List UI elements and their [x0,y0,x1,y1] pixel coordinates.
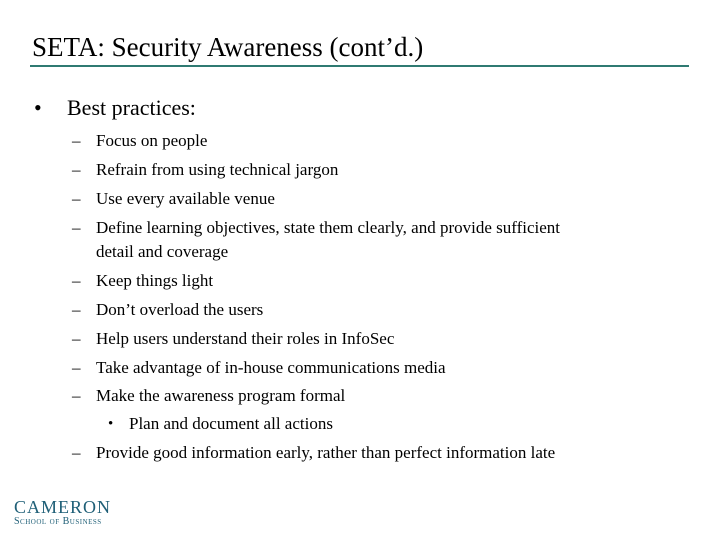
list-item-text: Refrain from using technical jargon [96,160,339,179]
list-item [72,384,346,408]
list-item-text: Focus on people [96,131,208,150]
dash-marker: – [72,443,81,462]
logo-line2: School of Business [14,516,102,527]
dash-marker: – [72,218,81,237]
dash-marker: – [72,189,81,208]
slide-title: SETA: Security Awareness (cont’d.) [32,32,424,62]
list-item [72,158,339,182]
main-bullet [34,94,196,122]
nested-list-item [108,412,333,436]
list-item [72,269,214,293]
list-item [72,216,561,240]
list-item-text: Keep things light [96,271,214,290]
list-item [72,356,446,380]
title-underline [30,65,689,67]
list-item-text: Help users understand their roles in InfoSec [96,329,395,348]
list-item-text: Use every available venue [96,189,275,208]
list-item-text: Define learning objectives, state them clearly, and provide sufficient [96,218,561,237]
main-bullet-text: Best practices: [67,95,196,120]
bullet-dot: • [34,95,42,120]
list-item [72,441,556,465]
list-item-text: detail and coverage [96,242,229,261]
list-item-text: Don’t overload the users [96,300,264,319]
logo-line1: CAMERON [14,497,112,517]
list-item [72,187,275,211]
dash-marker: – [72,329,81,348]
dash-marker: – [72,386,81,405]
cameron-logo [14,497,112,530]
nested-list-item-text: Plan and document all actions [129,414,333,433]
dash-marker: – [72,358,81,377]
list-item [72,298,264,322]
list-item-text: Take advantage of in-house communications media [96,358,446,377]
bullet-dot: • [108,416,114,432]
list-item [72,327,395,351]
list-item-continuation [96,240,228,264]
list-item-text: Provide good information early, rather than perfect information late [96,443,556,462]
dash-marker: – [72,300,81,319]
list-item-text: Make the awareness program formal [96,386,346,405]
dash-marker: – [72,160,81,179]
list-item [72,129,208,153]
dash-marker: – [72,271,81,290]
dash-marker: – [72,131,81,150]
